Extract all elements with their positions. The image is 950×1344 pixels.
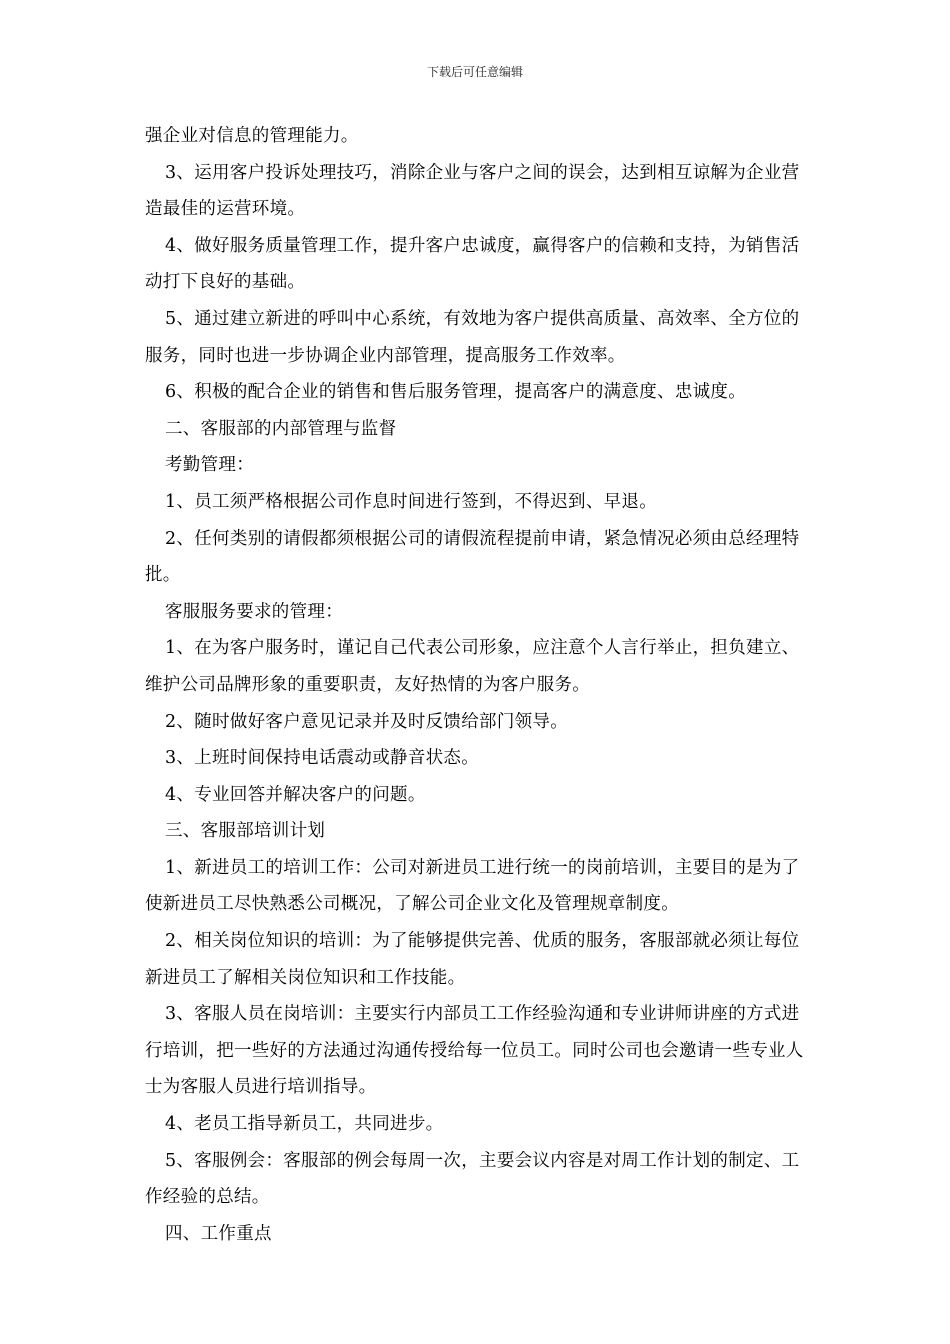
- paragraph: 3、上班时间保持电话震动或静音状态。: [165, 748, 480, 769]
- subsection-heading: 客服服务要求的管理：: [165, 601, 343, 622]
- paragraph: 2、相关岗位知识的培训：为了能够提供完善、优质的服务，客服部就必须让每位新进员工了解相关岗位知识和工作技能。: [145, 931, 800, 988]
- paragraph: 4、专业回答并解决客户的问题。: [165, 784, 426, 805]
- page-header-note: 下载后可任意编辑: [426, 65, 523, 79]
- paragraph: 2、任何类别的请假都须根据公司的请假流程提前申请，紧急情况必须由总经理特批。: [145, 528, 800, 586]
- paragraph: 5、客服例会：客服部的例会每周一次，主要会议内容是对周工作计划的制定、工作经验的总结。: [145, 1150, 800, 1208]
- subsection-heading: 考勤管理：: [165, 455, 254, 476]
- paragraph: 6、积极的配合企业的销售和售后服务管理，提高客户的满意度、忠诚度。: [165, 382, 747, 403]
- paragraph: 2、随时做好客户意见记录并及时反馈给部门领导。: [165, 711, 569, 732]
- paragraph: 3、客服人员在岗培训：主要实行内部员工工作经验沟通和专业讲师讲座的方式进行培训，把一些好的方法通过沟通传授给每一位员工。同时公司也会邀请一些专业人士为客服人员进行培训指导。: [145, 1004, 804, 1098]
- paragraph: 强企业对信息的管理能力。: [145, 126, 359, 146]
- section-heading: 三、客服部培训计划: [165, 821, 326, 842]
- paragraph: 5、通过建立新进的呼叫中心系统，有效地为客户提供高质量、高效率、全方位的服务，同时也进一步协调企业内部管理，提高服务工作效率。: [145, 308, 800, 366]
- paragraph: 4、老员工指导新员工，共同进步。: [165, 1114, 444, 1135]
- paragraph: 1、新进员工的培训工作：公司对新进员工进行统一的岗前培训，主要目的是为了使新进员工尽快熟悉公司概况，了解公司企业文化及管理规章制度。: [145, 857, 800, 915]
- paragraph: 1、在为客户服务时，谨记自己代表公司形象，应注意个人言行举止，担负建立、维护公司品牌形象的重要职责，友好热情的为客户服务。: [145, 638, 800, 695]
- section-heading: 二、客服部的内部管理与监督: [165, 418, 397, 439]
- paragraph: 3、运用客户投诉处理技巧，消除企业与客户之间的误会，达到相互谅解为企业营造最佳的运营环境。: [145, 162, 800, 220]
- section-heading: 四、工作重点: [165, 1223, 272, 1244]
- paragraph: 4、做好服务质量管理工作，提升客户忠诚度，赢得客户的信赖和支持，为销售活动打下良好的基础。: [145, 235, 800, 293]
- paragraph: 1、员工须严格根据公司作息时间进行签到，不得迟到、早退。: [165, 491, 658, 512]
- document-body: [145, 118, 809, 1252]
